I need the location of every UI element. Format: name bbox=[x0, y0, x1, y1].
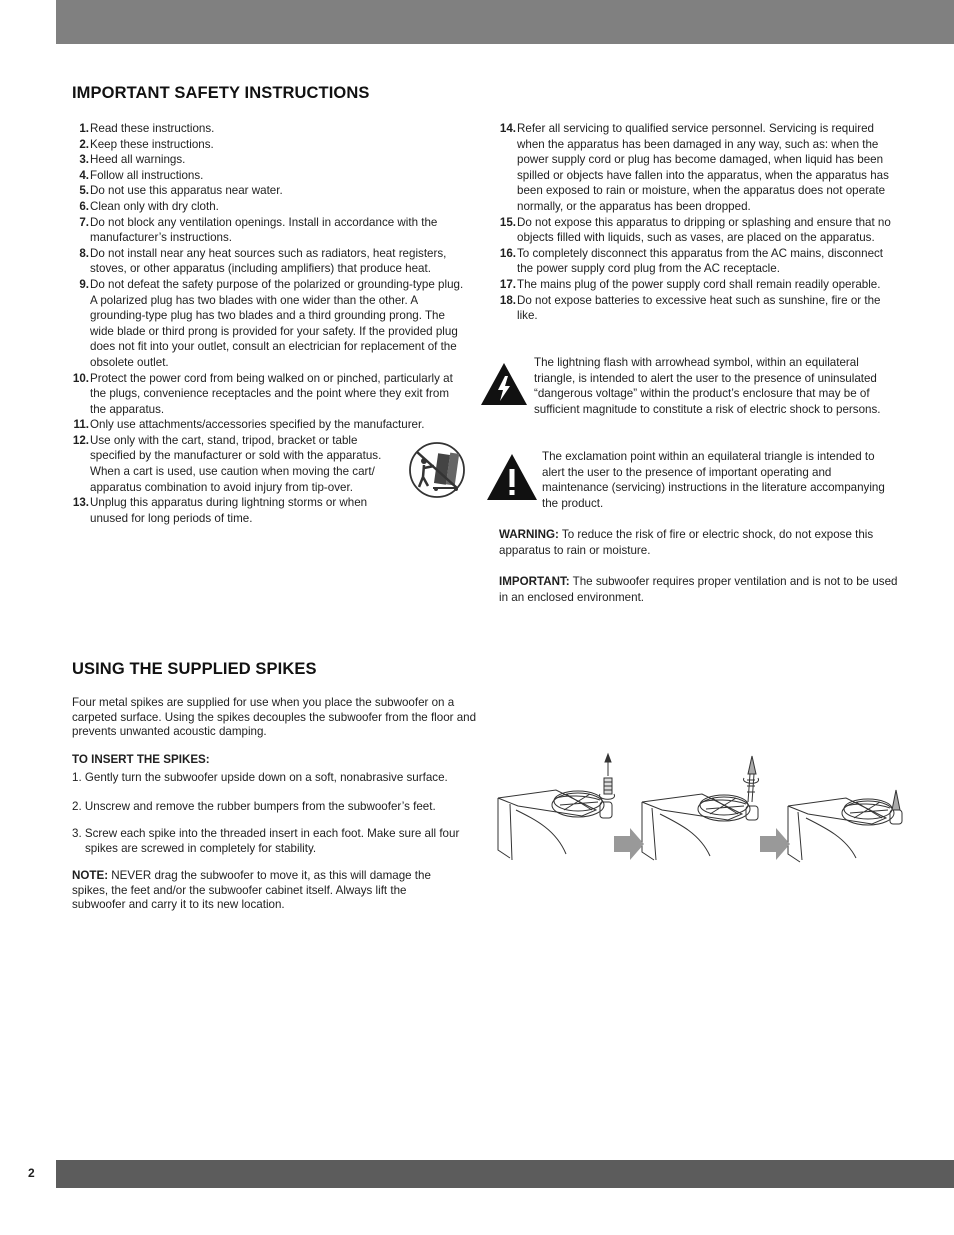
note-label: NOTE: bbox=[72, 869, 109, 882]
list-item: 1. Read these instructions. bbox=[79, 122, 215, 135]
lightning-description: The lightning flash with arrowhead symbol, within an equilateral triangle, is intended to alert the user to the presence of uninsulated “dangerous voltage” within the product’s enclosure that may be of sufficient magnitude to constitute a risk of electric shock to persons. bbox=[534, 356, 881, 416]
list-item: 5. Do not use this apparatus near water. bbox=[79, 184, 283, 198]
spike-installation-illustration bbox=[496, 750, 916, 865]
header-bar bbox=[56, 0, 954, 44]
lightning-triangle-icon bbox=[480, 362, 528, 406]
spikes-step-2: 2. Unscrew and remove the rubber bumpers from the subwoofer’s feet. bbox=[72, 800, 436, 813]
list-item: 14. Refer all servicing to qualified service personnel. Servicing is required when the apparatus has been damaged in any way, such as: when the power supply cord or plug has become damaged, when liquid has been spilled or objects have fallen into the apparatus, when the apparatus has been exposed to rain or moisture, when the apparatus does not operate normally, or the apparatus has been dropped. bbox=[499, 122, 889, 213]
safety-title: IMPORTANT SAFETY INSTRUCTIONS bbox=[72, 84, 370, 102]
warning-text: To reduce the risk of fire or electric shock, do not expose this apparatus to rain or moisture. bbox=[499, 528, 874, 557]
list-item: 10. Protect the power cord from being walked on or pinched, particularly at the plugs, convenience receptacles and the point where they exit from the apparatus. bbox=[72, 371, 453, 416]
list-item: 16. To completely disconnect this apparatus from the AC mains, disconnect the power supply cord plug from the AC receptacle. bbox=[499, 246, 884, 276]
spikes-step-3: 3. Screw each spike into the threaded insert in each foot. Make sure all four spikes are screwed in completely for stability. bbox=[72, 827, 460, 855]
list-item: 3. Heed all warnings. bbox=[79, 153, 186, 167]
exclamation-triangle-icon bbox=[486, 453, 538, 501]
note-text: NEVER drag the subwoofer to move it, as this will damage the spikes, the feet and/or the subwoofer cabinet itself. Always lift the subwoofer and carry it to its new location. bbox=[72, 869, 431, 911]
list-item: 9. Do not defeat the safety purpose of the polarized or grounding-type plug. A polarized plug has two blades with one wider than the other. A grounding-type plug has two blades and a third grounding prong. The wide blade or third prong is provided for your safety. If the provided plug does not fit into your outlet, consult an electrician for replacement of the obsolete outlet. bbox=[79, 277, 464, 369]
cart-warning-icon bbox=[408, 441, 468, 499]
list-item: 12. Use only with the cart, stand, tripod, bracket or table specified by the manufacturer or sold with the apparatus. When a cart is used, use caution when moving the cart/ apparatus combination to avoid injury from tip-over. bbox=[72, 433, 382, 494]
list-item: 18. Do not expose batteries to excessive heat such as sunshine, fire or the like. bbox=[499, 293, 881, 323]
list-item: 17. The mains plug of the power supply cord shall remain readily operable. bbox=[499, 277, 881, 291]
list-item: 11. Only use attachments/accessories specified by the manufacturer. bbox=[73, 418, 425, 432]
warning-paragraph bbox=[499, 527, 899, 558]
page-number: 2 bbox=[28, 1166, 35, 1180]
safety-list-right bbox=[498, 121, 898, 324]
list-item: 8. Do not install near any heat sources such as radiators, heat registers, stoves, or other apparatus (including amplifiers) that produce heat. bbox=[79, 246, 447, 276]
list-item: 7. Do not block any ventilation openings. Install in accordance with the manufacturer’s instructions. bbox=[79, 215, 438, 245]
spikes-step-1: 1. Gently turn the subwoofer upside down on a soft, nonabrasive surface. bbox=[72, 771, 448, 784]
list-item: 15. Do not expose this apparatus to dripping or splashing and ensure that no objects filled with liquids, such as vases, are placed on the apparatus. bbox=[499, 215, 891, 245]
spikes-note bbox=[72, 869, 457, 913]
list-item: 13. Unplug this apparatus during lightning storms or when unused for long periods of time. bbox=[72, 496, 368, 525]
insert-spikes-heading: TO INSERT THE SPIKES: bbox=[72, 753, 210, 766]
list-item: 4. Follow all instructions. bbox=[79, 168, 204, 182]
list-item: 2. Keep these instructions. bbox=[79, 137, 214, 151]
important-label: IMPORTANT: bbox=[499, 575, 570, 588]
exclamation-description: The exclamation point within an equilateral triangle is intended to alert the user to the presence of important operating and maintenance (servicing) instructions in the literature accompanying the product. bbox=[542, 450, 885, 510]
warning-label: WARNING: bbox=[499, 528, 559, 541]
list-item: 6. Clean only with dry cloth. bbox=[79, 199, 219, 213]
spikes-intro: Four metal spikes are supplied for use when you place the subwoofer on a carpeted surface. Using the spikes decouples the subwoofer from the floor and prevents unwanted acoustic damping. bbox=[72, 696, 477, 738]
important-paragraph bbox=[499, 574, 899, 605]
footer-bar bbox=[56, 1160, 954, 1188]
spikes-title: USING THE SUPPLIED SPIKES bbox=[72, 660, 317, 678]
safety-list-left bbox=[71, 121, 464, 526]
important-text: The subwoofer requires proper ventilation and is not to be used in an enclosed environment. bbox=[499, 575, 898, 604]
